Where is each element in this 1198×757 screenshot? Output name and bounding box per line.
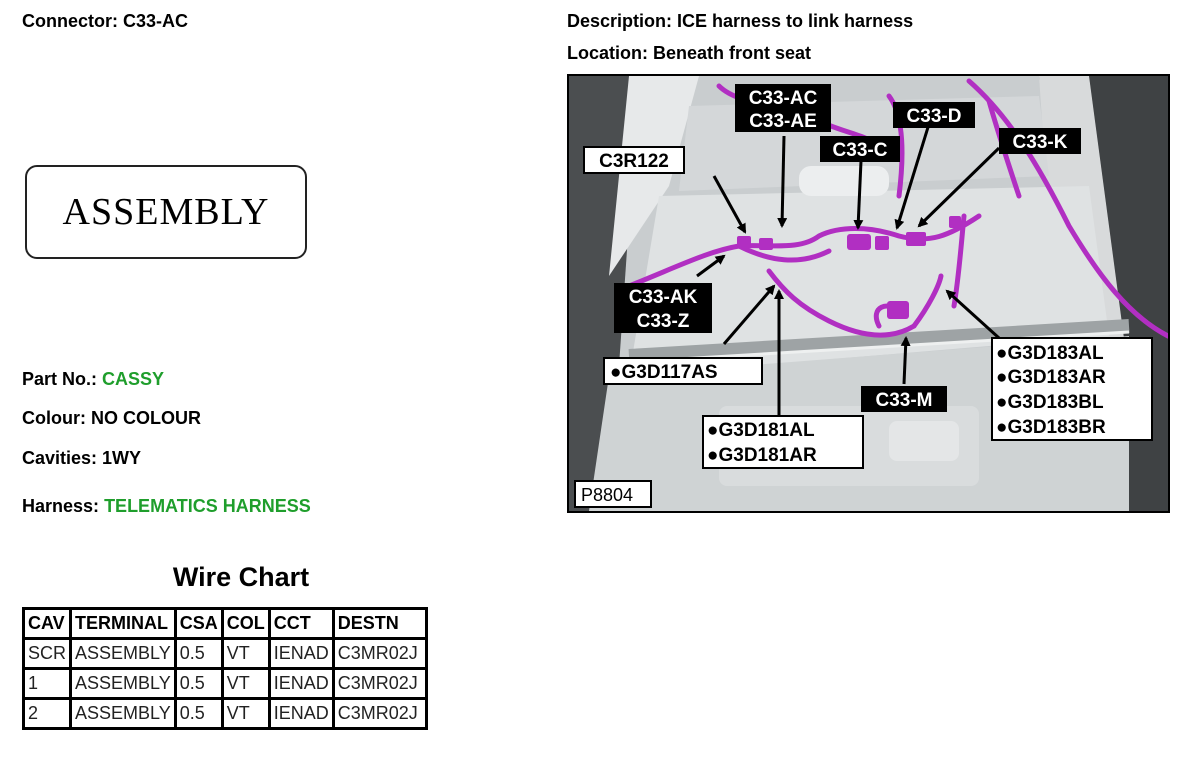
callout-g3d183ar: ●G3D183AR <box>996 367 1106 388</box>
callout-c33-m: C33-M <box>875 390 933 411</box>
callout-c33-ak: C33-AK <box>628 287 698 308</box>
col-cav: CAV <box>24 609 71 639</box>
cell-cct: IENAD <box>269 639 333 669</box>
figure-id-label: P8804 <box>581 485 634 505</box>
callout-c33-k: C33-K <box>1012 132 1068 153</box>
callout-g3d183al: ●G3D183AL <box>996 343 1104 364</box>
cell-col: VT <box>222 699 269 729</box>
cell-destn: C3MR02J <box>333 639 426 669</box>
part-number-row <box>22 369 164 390</box>
col-terminal: TERMINAL <box>71 609 176 639</box>
cell-cav: 2 <box>24 699 71 729</box>
location-diagram <box>567 74 1170 513</box>
callout-c33-ae: C33-AE <box>749 111 817 132</box>
table-row <box>24 639 427 669</box>
cell-csa: 0.5 <box>175 669 222 699</box>
connector-face-box <box>25 165 307 259</box>
cavities-text: Cavities: 1WY <box>22 448 142 468</box>
callout-g3d117as: ●G3D117AS <box>610 362 718 383</box>
cell-cav: 1 <box>24 669 71 699</box>
cell-terminal: ASSEMBLY <box>71 669 176 699</box>
harness-row <box>22 496 311 517</box>
cell-col: VT <box>222 669 269 699</box>
col-destn: DESTN <box>333 609 426 639</box>
assembly-label: ASSEMBLY <box>62 191 270 233</box>
col-col: COL <box>222 609 269 639</box>
wire-chart-title: Wire Chart <box>172 562 310 592</box>
wire-chart-header-row <box>24 609 427 639</box>
part-number-link[interactable]: CASSY <box>102 369 165 389</box>
col-cct: CCT <box>269 609 333 639</box>
location-text: Location: Beneath front seat <box>567 43 812 63</box>
callout-g3d183bl: ●G3D183BL <box>996 392 1104 413</box>
cell-cav: SCR <box>24 639 71 669</box>
wire-chart-table <box>22 607 428 730</box>
table-row <box>24 669 427 699</box>
connector-title: Connector: C33-AC <box>22 11 189 31</box>
cell-cct: IENAD <box>269 669 333 699</box>
part-number-label: Part No.: <box>22 369 98 389</box>
cell-terminal: ASSEMBLY <box>71 639 176 669</box>
cell-col: VT <box>222 639 269 669</box>
callout-c33-ac: C33-AC <box>748 88 818 109</box>
description-text: Description: ICE harness to link harness <box>567 11 914 31</box>
callout-g3d181al: ●G3D181AL <box>707 420 815 441</box>
colour-text: Colour: NO COLOUR <box>22 408 201 428</box>
vehicle-floor-illustration <box>569 76 1168 511</box>
harness-label: Harness: <box>22 496 100 516</box>
col-csa: CSA <box>175 609 222 639</box>
callout-g3d181ar: ●G3D181AR <box>707 445 817 466</box>
cell-destn: C3MR02J <box>333 699 426 729</box>
cell-destn: C3MR02J <box>333 669 426 699</box>
callout-c33-z: C33-Z <box>636 311 690 332</box>
table-row <box>24 699 427 729</box>
cell-csa: 0.5 <box>175 699 222 729</box>
callout-c3r122: C3R122 <box>599 151 669 172</box>
callout-g3d183br: ●G3D183BR <box>996 417 1106 438</box>
cell-cct: IENAD <box>269 699 333 729</box>
cell-csa: 0.5 <box>175 639 222 669</box>
callout-c33-d: C33-D <box>906 106 962 127</box>
callout-c33-c: C33-C <box>832 140 888 161</box>
cell-terminal: ASSEMBLY <box>71 699 176 729</box>
harness-link[interactable]: TELEMATICS HARNESS <box>104 496 311 516</box>
